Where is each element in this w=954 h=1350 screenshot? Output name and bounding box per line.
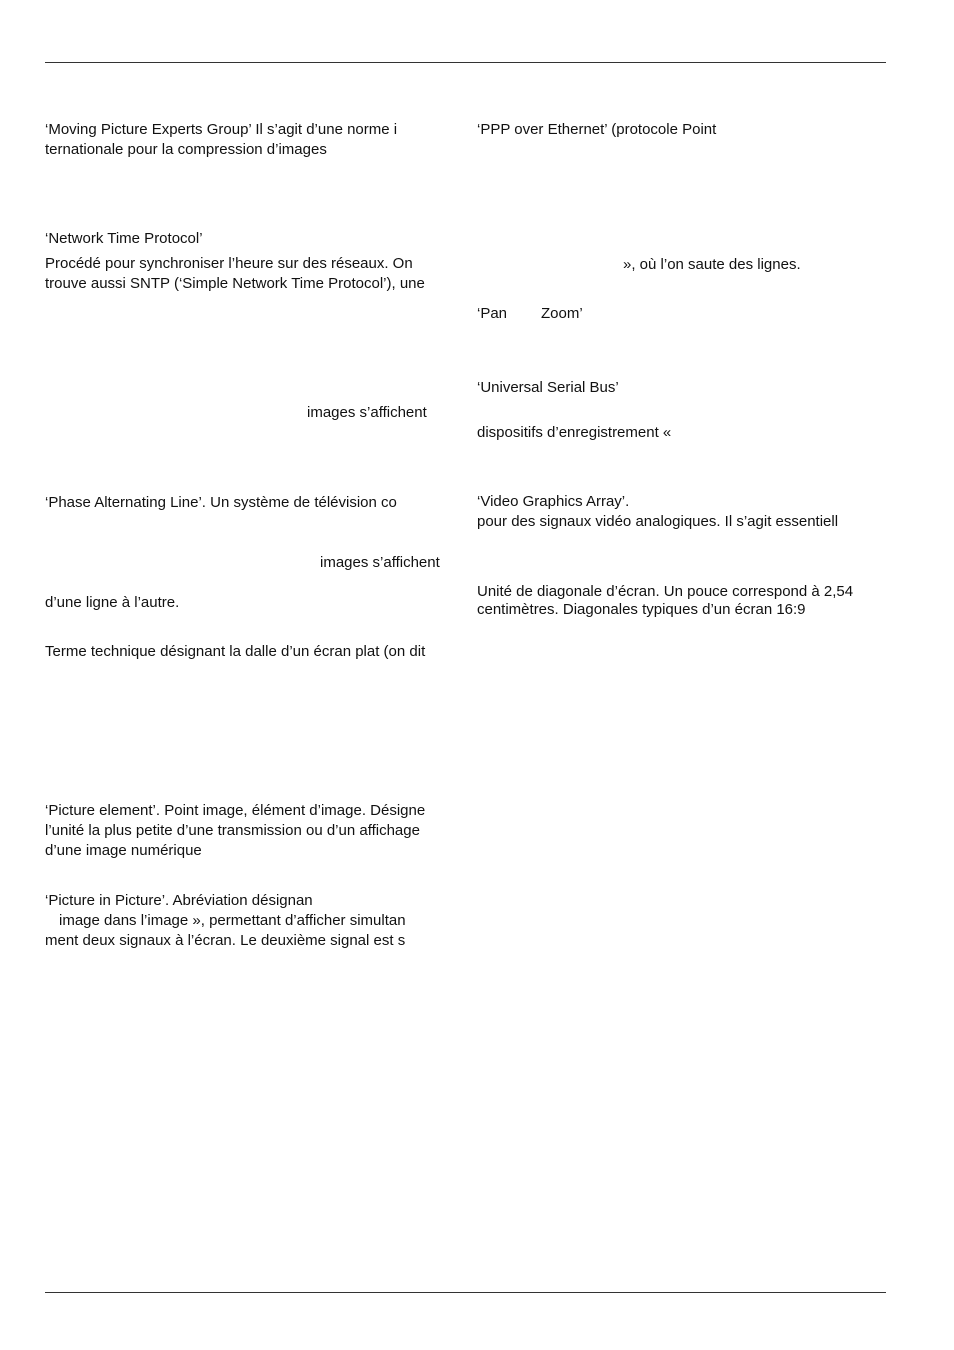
text-line: images s’affichent xyxy=(307,404,427,421)
text-line: trouve aussi SNTP (‘Simple Network Time Protocol’), une xyxy=(45,275,425,292)
text-line: ‘Network Time Protocol’ xyxy=(45,230,203,247)
text-line: l’unité la plus petite d’une transmission ou d’un affichage xyxy=(45,822,420,839)
header-rule xyxy=(45,62,886,63)
footer-rule xyxy=(45,1292,886,1293)
text-line: ‘Phase Alternating Line’. Un système de télévision co xyxy=(45,494,397,511)
text-line: Procédé pour synchroniser l’heure sur des réseaux. On xyxy=(45,255,413,272)
text-line: ‘Pan xyxy=(477,305,508,322)
text-line: », où l’on saute des lignes. xyxy=(623,256,801,273)
text-line: ‘Moving Picture Experts Group’ Il s’agit d’une norme i xyxy=(45,121,398,138)
text-line: ‘PPP over Ethernet’ (protocole Point xyxy=(477,121,717,138)
text-line: images s’affichent xyxy=(320,554,440,571)
text-line: Zoom’ xyxy=(541,305,583,322)
text-line: Terme technique désignant la dalle d’un écran plat (on dit xyxy=(45,643,426,660)
text-line: ternationale pour la compression d’images xyxy=(45,141,327,158)
text-line: ‘Video Graphics Array’. xyxy=(477,493,630,510)
text-line: ment deux signaux à l’écran. Le deuxième signal est s xyxy=(45,932,406,949)
text-line: ‘Universal Serial Bus’ xyxy=(477,379,619,396)
text-line: pour des signaux vidéo analogiques. Il s’agit essentiell xyxy=(477,513,839,530)
text-line: centimètres. Diagonales typiques d’un écran 16:9 xyxy=(477,601,806,618)
text-line: image dans l’image », permettant d’afficher simultan xyxy=(59,912,406,929)
text-line: d’une image numérique xyxy=(45,842,202,859)
text-line: ‘Picture in Picture’. Abréviation désignan xyxy=(45,892,313,909)
text-line: d’une ligne à l’autre. xyxy=(45,594,180,611)
text-line: ‘Picture element’. Point image, élément d’image. Désigne xyxy=(45,802,426,819)
text-line: Unité de diagonale d’écran. Un pouce correspond à 2,54 xyxy=(477,583,854,600)
text-line: dispositifs d’enregistrement « xyxy=(477,424,672,441)
